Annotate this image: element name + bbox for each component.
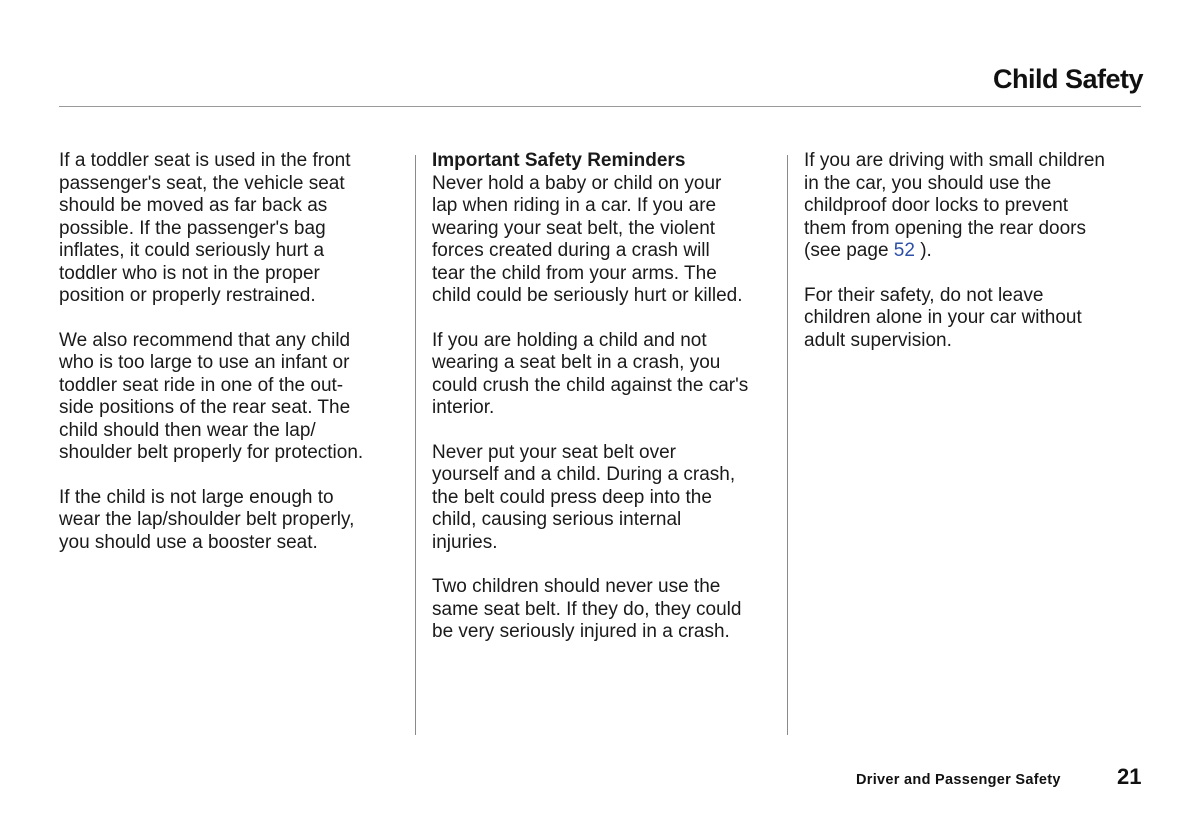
paragraph-childproof-locks-end: ).: [914, 240, 932, 261]
column-divider-left: [415, 155, 416, 735]
header-rule: [59, 106, 1141, 107]
paragraph-toddler-seat-front: If a toddler seat is used in the front passenger's seat, the vehicle seat should be moved as far back as possible. If the passenger's bag inflates, it could seriously hurt a toddler who is not in the proper position or properly restrained.: [59, 150, 351, 306]
column-left: [59, 150, 404, 576]
column-right: [804, 150, 1149, 374]
page-reference-link[interactable]: 52: [893, 240, 915, 261]
section-heading-safety-reminders: Important Safety Reminders: [432, 150, 686, 171]
paragraph-supervision: For their safety, do not leave children alone in your car without adult supervision.: [804, 284, 1082, 351]
column-divider-right: [787, 155, 788, 735]
footer-section-title: Driver and Passenger Safety: [856, 772, 1061, 788]
paragraph-childproof-locks-text: If you are driving with small children in the car, you should use the childproof door locks to prevent them from opening the rear doors (see page: [804, 150, 1105, 261]
paragraph-holding-child: If you are holding a child and not wearing a seat belt in a crash, you could crush the child against the car's interior.: [432, 329, 749, 418]
page-title: Child Safety: [992, 64, 1143, 94]
paragraph-seat-belt-over-child: Never put your seat belt over yourself and a child. During a crash, the belt could press deep into the child, causing serious internal injuries.: [432, 441, 736, 553]
page-number: 21: [1117, 764, 1142, 789]
paragraph-two-children-belt: Two children should never use the same seat belt. If they do, they could be very seriously injured in a crash.: [432, 576, 742, 642]
paragraph-childproof-locks: [804, 150, 1149, 263]
paragraph-hold-baby-text: Never hold a baby or child on your lap when riding in a car. If you are wearing your seat belt, the violent forces created during a crash will tear the child from your arms. The child could be seriously hurt or killed.: [432, 172, 743, 306]
paragraph-booster-seat: If the child is not large enough to wear the lap/shoulder belt properly, you should use a booster seat.: [59, 486, 355, 553]
paragraph-rear-seat-recommendation: We also recommend that any child who is too large to use an infant or toddler seat ride in one of the out- side positions of the rear seat. The child should then wear the lap/ shoulder belt properly for protection.: [59, 329, 364, 463]
column-middle: [432, 150, 782, 666]
paragraph-hold-baby: [432, 150, 782, 308]
